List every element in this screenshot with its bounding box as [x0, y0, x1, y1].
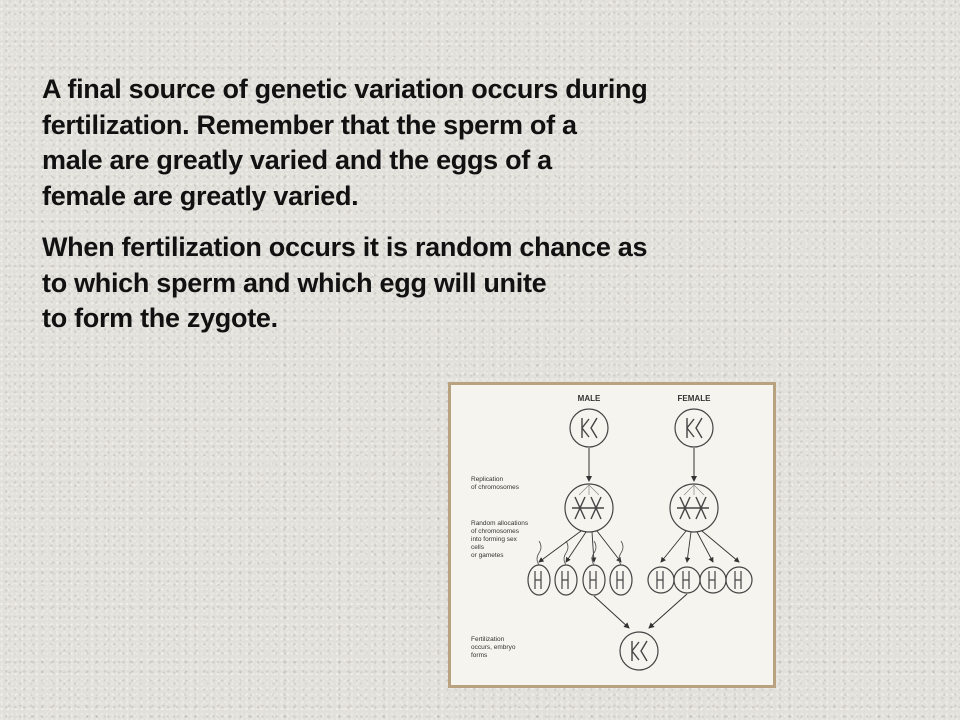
text-line: fertilization. Remember that the sperm of a: [42, 109, 577, 140]
text-line: to which sperm and which egg will unite: [42, 267, 547, 298]
egg-cell: [648, 567, 674, 593]
paragraph-random-chance: [42, 230, 722, 337]
arrow: [697, 532, 713, 562]
egg-cell: [726, 567, 752, 593]
fertilization-diagram-svg: [451, 385, 773, 685]
arrow: [539, 531, 581, 562]
arrow: [702, 531, 739, 562]
arrow: [687, 532, 691, 562]
female-replicated-cell: [670, 484, 718, 532]
arrow: [661, 531, 686, 562]
sperm-cell: [555, 541, 577, 595]
random-allocation-step-label: Random allocations of chromosomes into forming sex cells or gametes: [471, 520, 529, 559]
male-parent-cell: [570, 409, 608, 447]
fertilization-diagram: [448, 382, 776, 688]
egg-cell: [674, 567, 700, 593]
text-line: male are greatly varied and the eggs of a: [42, 145, 552, 175]
arrow: [649, 594, 687, 628]
zygote-cell: [620, 632, 658, 670]
replication-step-label: Replication of chromosomes: [471, 476, 520, 491]
fertilization-step-label: Fertilization occurs, embryo forms: [471, 636, 516, 659]
female-label: FEMALE: [677, 394, 711, 403]
paragraph-final-source: [42, 72, 722, 214]
sperm-cell: [610, 541, 632, 595]
text-line: When fertilization occurs it is random chance as: [42, 232, 648, 262]
text-line: A final source of genetic variation occurs during: [42, 74, 648, 104]
text-line: to form the zygote.: [42, 303, 278, 333]
slide-body-text: [42, 72, 722, 337]
arrow: [597, 531, 621, 562]
female-parent-cell: [675, 409, 713, 447]
sperm-cell: [583, 541, 605, 595]
arrow: [566, 532, 586, 562]
male-replicated-cell: [565, 484, 613, 532]
egg-cell: [700, 567, 726, 593]
male-label: MALE: [577, 394, 601, 403]
sperm-cell: [528, 541, 550, 595]
text-line: female are greatly varied.: [42, 180, 359, 211]
arrow: [594, 596, 629, 628]
